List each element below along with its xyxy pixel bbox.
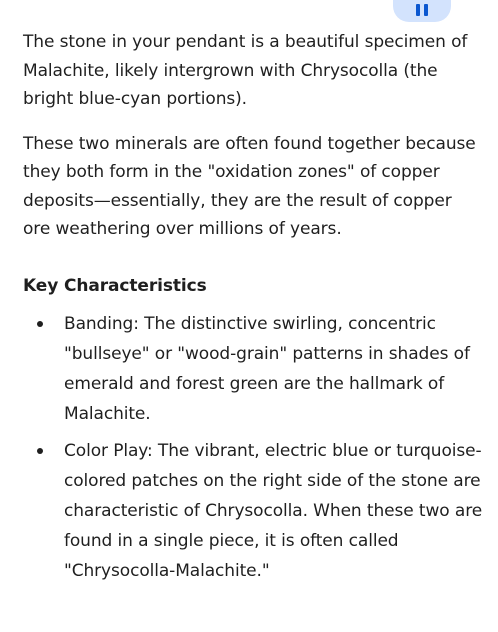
bullet-list <box>23 309 483 586</box>
response-text <box>23 28 483 586</box>
pause-icon-bar <box>424 4 428 16</box>
list-item-text: Banding: The distinctive swirling, concentric "bullseye" or "wood-grain" patterns in shades of emerald and forest green are the hallmark of Malachite. <box>64 313 470 424</box>
pause-icon <box>416 4 420 16</box>
list-item <box>23 309 483 429</box>
response-paragraph: These two minerals are often found together because they both form in the "oxidation zones" of copper deposits—essentially, they are the result of copper ore weathering over millions of years. <box>23 133 476 239</box>
list-item <box>23 436 483 586</box>
bullet-dot-icon <box>37 321 43 327</box>
pause-button[interactable] <box>393 0 451 22</box>
list-item-text: Color Play: The vibrant, electric blue or turquoise-colored patches on the right side of the stone are characteristic of Chrysocolla. When these two are found in a single piece, it is often called "Chrysocolla-Malachite." <box>64 440 483 581</box>
section-heading: Key Characteristics <box>23 275 207 296</box>
bullet-dot-icon <box>37 448 43 454</box>
response-paragraph: The stone in your pendant is a beautiful specimen of Malachite, likely intergrown with Chrysocolla (the bright blue-cyan portions). <box>23 32 468 109</box>
